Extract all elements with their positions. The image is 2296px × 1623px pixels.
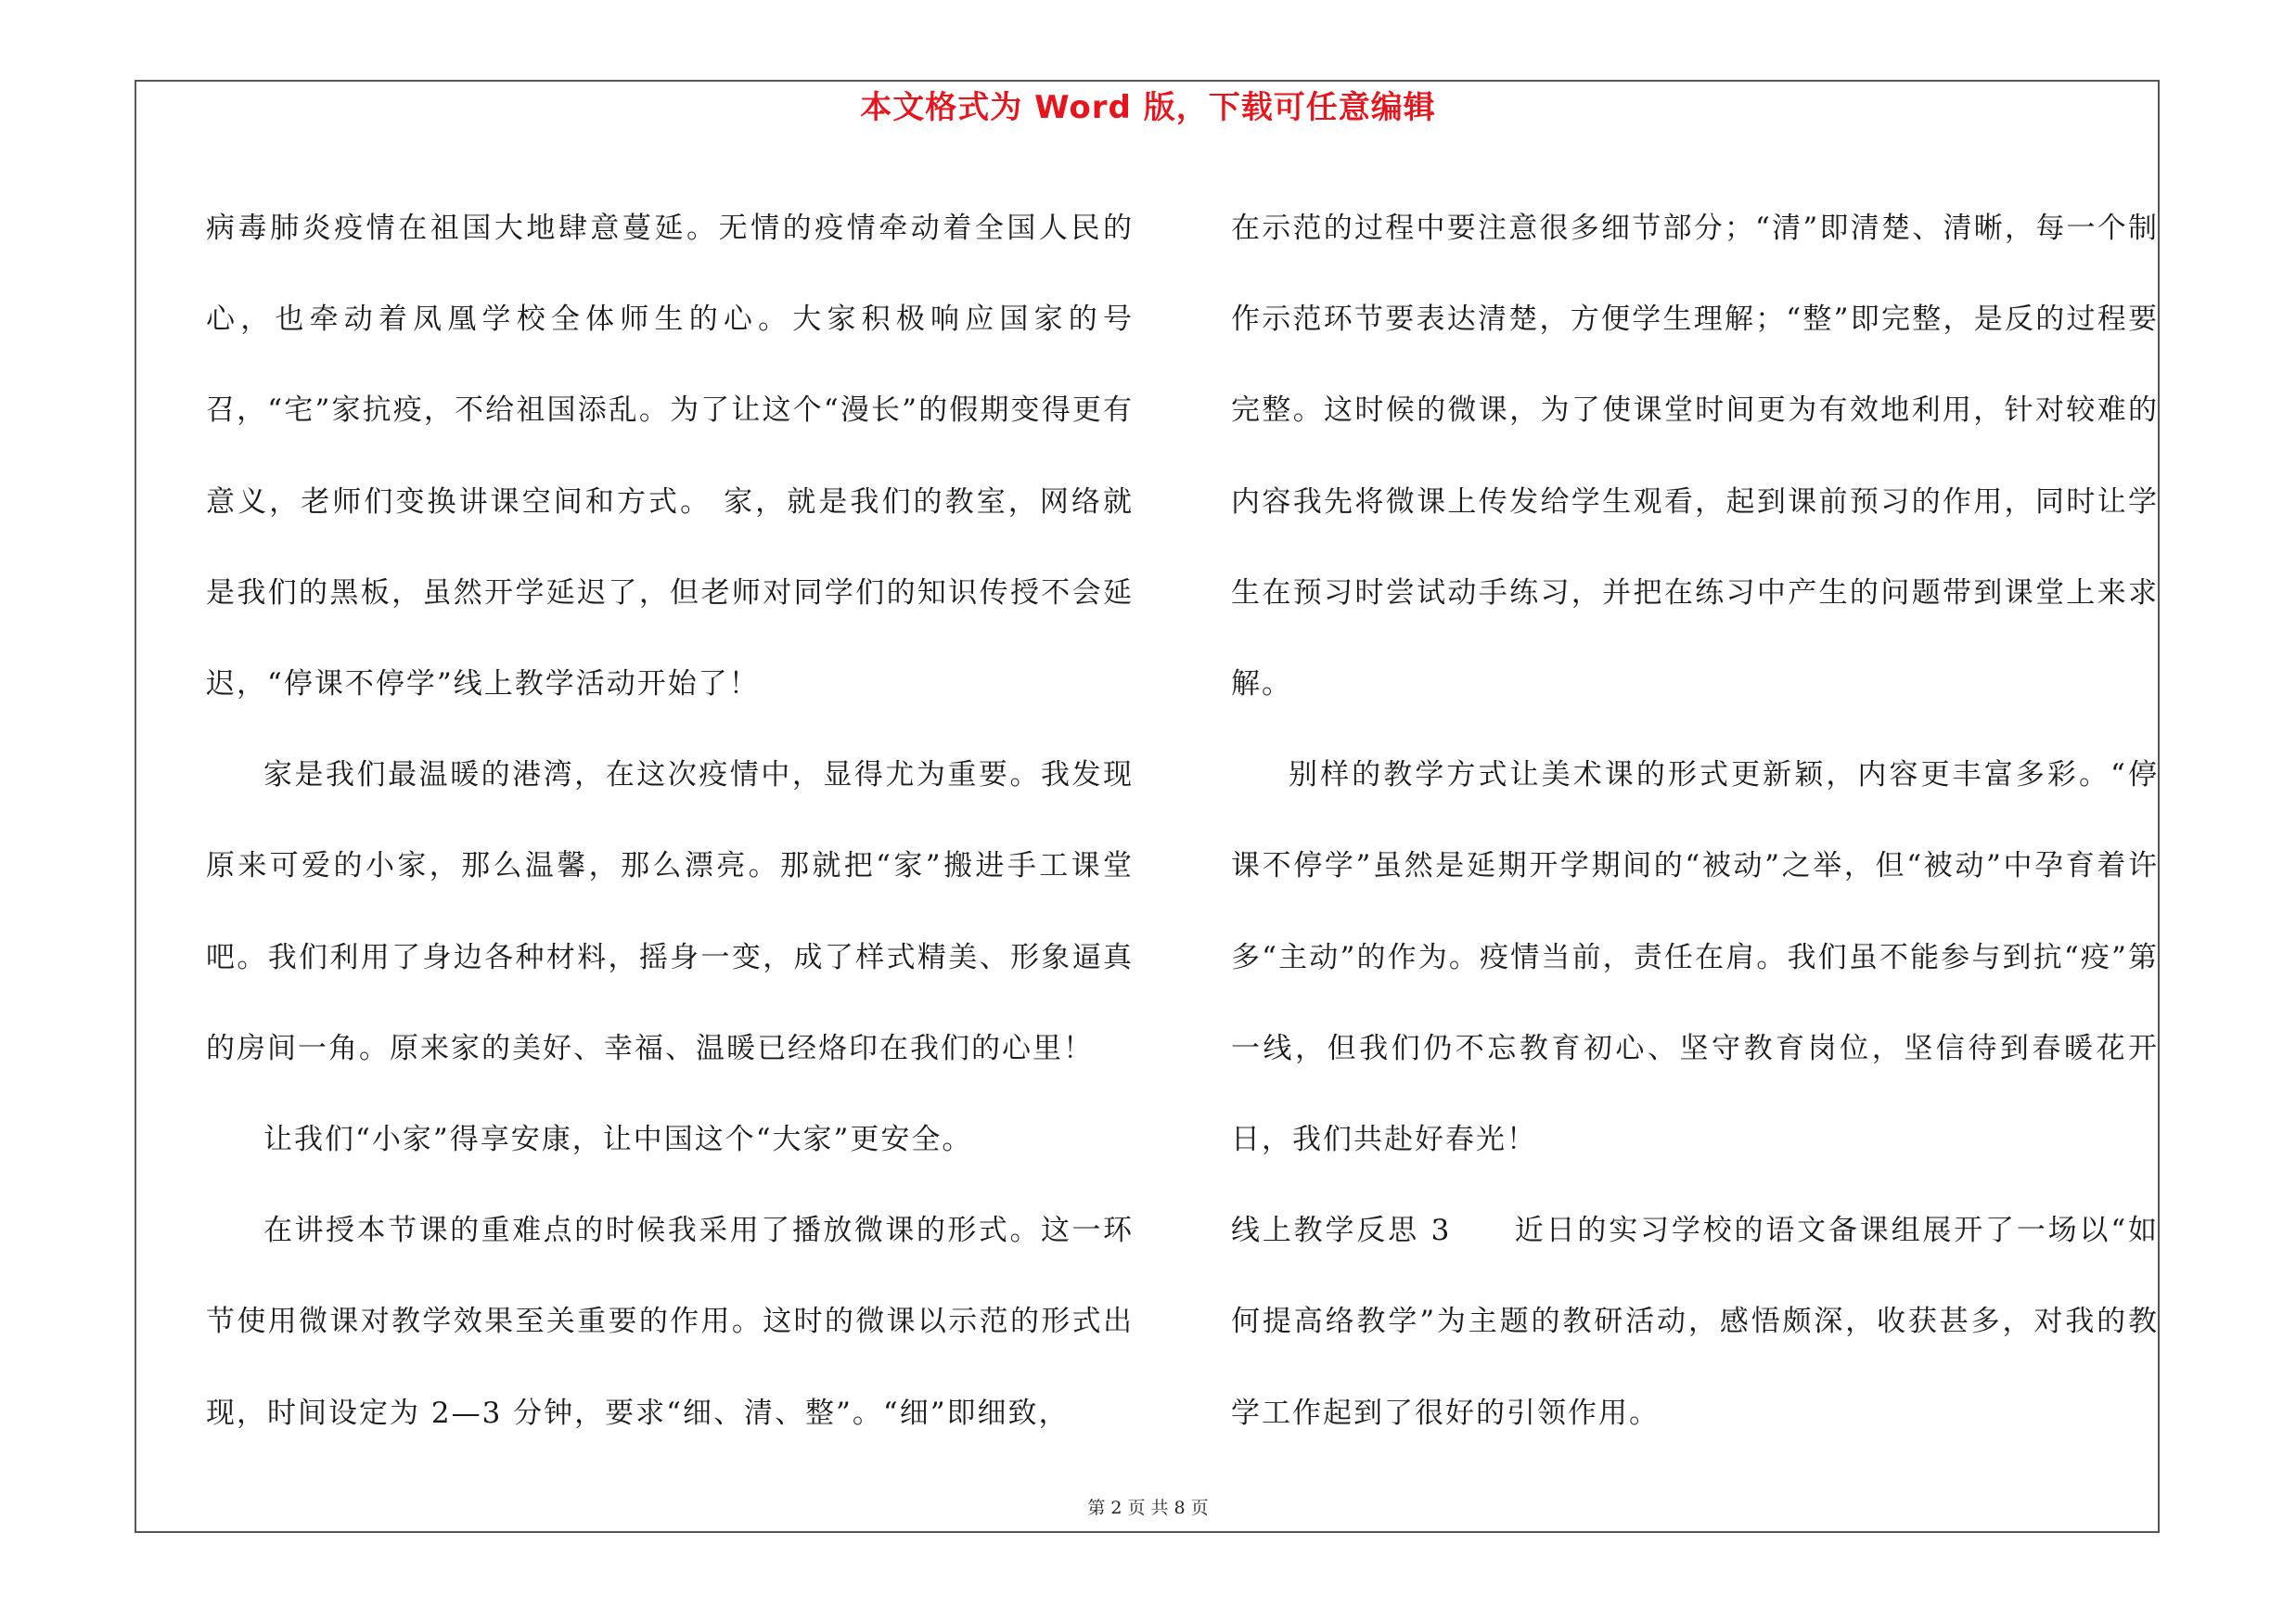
paragraph: 家是我们最温暖的港湾，在这次疫情中，显得尤为重要。我发现原来可爱的小家，那么温馨，那么漂亮。那就把“家”搬进手工课堂吧。我们利用了身边各种材料，摇身一变，成了样式精美、形象逼真的房间一角。原来家的美好、幸福、温暖已经烙印在我们的心里！: [206, 758, 1134, 1065]
page-number: 第 2 页 共 8 页: [1087, 1498, 1209, 1518]
paragraph: 别样的教学方式让美术课的形式更新颖，内容更丰富多彩。“停课不停学”虽然是延期开学期间的“被动”之举，但“被动”中孕育着许多“主动”的作为。疫情当前，责任在肩。我们虽不能参与到抗“疫”第一线，但我们仍不忘教育初心、坚守教育岗位，坚信待到春暖花开日，我们共赴好春光！: [1231, 758, 2159, 1157]
format-banner: 本文格式为 Word 版，下载可任意编辑: [860, 89, 1436, 126]
paragraph: 病毒肺炎疫情在祖国大地肆意蔓延。无情的疫情牵动着全国人民的心，也牵动着凤凰学校全体师生的心。大家积极响应国家的号召，“宅”家抗疫，不给祖国添乱。为了让这个“漫长”的假期变得更有意义，老师们变换讲课空间和方式。 家，就是我们的教室，网络就是我们的黑板，虽然开学延迟了，但老师对同学们的知识传授不会延迟，“停课不停学”线上教学活动开始了！: [206, 212, 1134, 702]
paragraph: 线上教学反思 3 近日的实习学校的语文备课组展开了一场以“如何提高络教学”为主题的教研活动，感悟颇深，收获甚多，对我的教学工作起到了很好的引领作用。: [1231, 1214, 2159, 1430]
left-column: [206, 183, 1134, 1459]
paragraph: 让我们“小家”得享安康，让中国这个“大家”更安全。: [263, 1123, 973, 1157]
right-column: [1231, 183, 2159, 1459]
paragraph: 在讲授本节课的重难点的时候我采用了播放微课的形式。这一环节使用微课对教学效果至关重要的作用。这时的微课以示范的形式出现，时间设定为 2—3 分钟，要求“细、清、整”。“细”即细致，: [206, 1214, 1134, 1430]
paragraph: 在示范的过程中要注意很多细节部分；“清”即清楚、清晰，每一个制作示范环节要表达清楚，方便学生理解；“整”即完整，是反的过程要完整。这时候的微课，为了使课堂时间更为有效地利用，针对较难的内容我先将微课上传发给学生观看，起到课前预习的作用，同时让学生在预习时尝试动手练习，并把在练习中产生的问题带到课堂上来求解。: [1231, 212, 2159, 702]
